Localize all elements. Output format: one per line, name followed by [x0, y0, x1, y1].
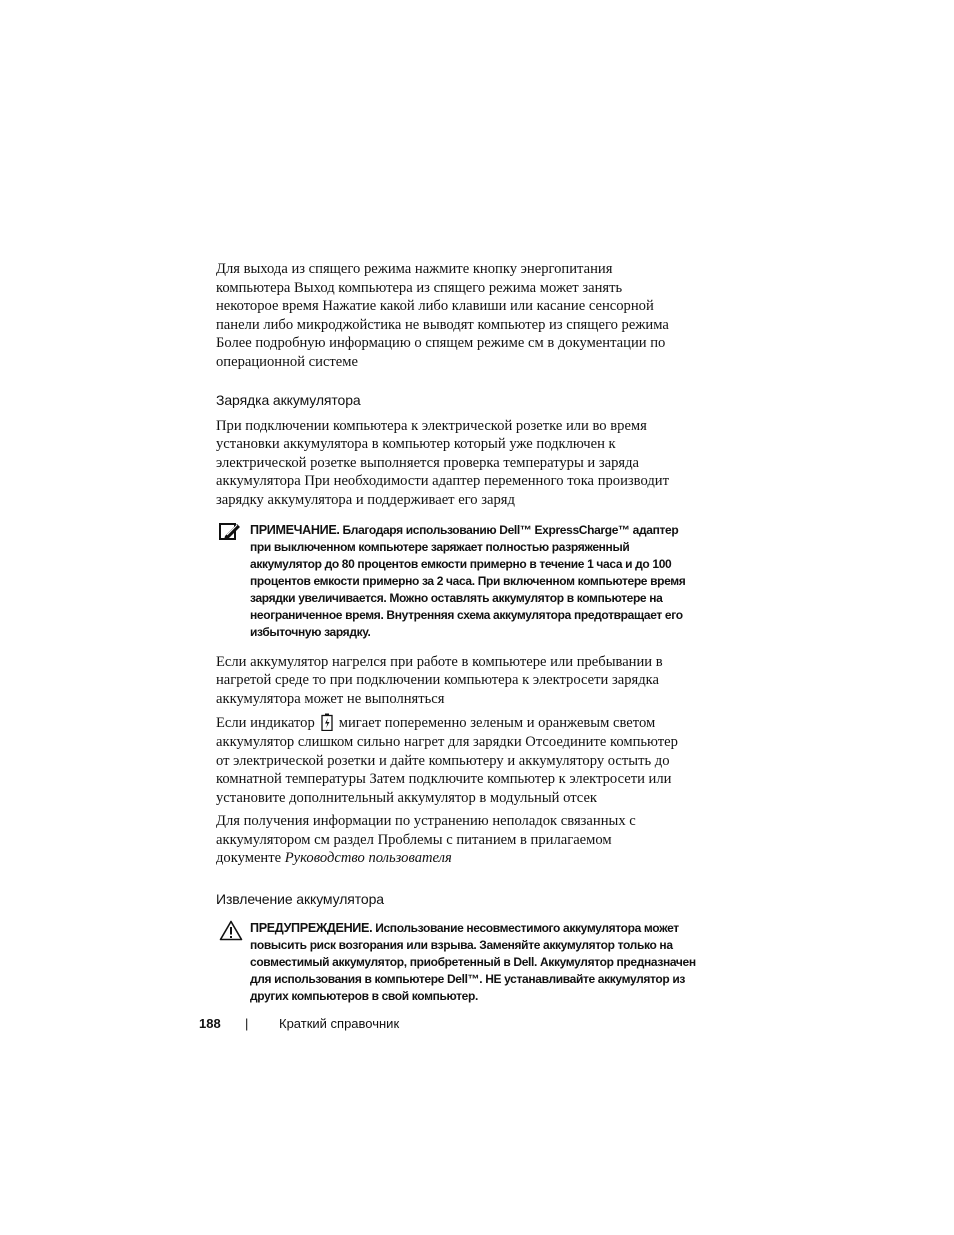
text-line: электрической розетке выполняется проверка температуры и заряда — [216, 454, 640, 471]
footer-separator: | — [245, 1016, 249, 1031]
note-line: неограниченное время. Внутренняя схема аккумулятора предотвращает его — [250, 607, 683, 622]
page-number: 188 — [199, 1016, 221, 1031]
battery-icon — [321, 713, 333, 731]
footer-title: Краткий справочник — [279, 1016, 400, 1031]
text-line: операционной системе — [216, 353, 358, 370]
warning-text: Использование несовместимого аккумулятора может — [372, 921, 679, 936]
text-line: аккумулятора При необходимости адаптер переменного тока производит — [216, 473, 669, 490]
warning-block — [216, 920, 716, 1005]
text-fragment: мигает попеременно зеленым и оранжевым светом — [338, 715, 656, 732]
note-line: зарядки увеличивается. Можно оставлять аккумулятор в компьютере на — [250, 590, 663, 605]
text-line: Для получения информации по устранению неполадок связанных с — [216, 813, 636, 830]
note-line-1 — [250, 522, 716, 539]
charging-paragraph-1 — [216, 417, 716, 510]
warning-line: повысить риск возгорания или взрыва. Заменяйте аккумулятор только на — [250, 938, 673, 953]
text-line: установки аккумулятора в компьютер который уже подключен к — [216, 436, 616, 453]
warning-label: ПРЕДУПРЕЖДЕНИЕ. — [250, 921, 373, 936]
warning-line: для использования в компьютере Dell™. НЕ устанавливайте аккумулятор из — [250, 972, 686, 987]
note-line: аккумулятор до 80 процентов емкости примерно в течение 1 часа и до 100 — [250, 556, 672, 571]
note-line: при выключенном компьютере заряжает полностью разряженный — [250, 539, 630, 554]
page-content — [216, 260, 716, 1017]
text-line: комнатной температуры Затем подключите компьютер к электросети или — [216, 771, 672, 788]
section-heading-removal: Извлечение аккумулятора — [216, 891, 384, 908]
text-line: панели либо микроджойстика не выводят компьютер из спящего режима — [216, 316, 669, 333]
text-line: зарядку аккумулятора и поддерживает его заряд — [216, 491, 515, 508]
section-heading-charging: Зарядка аккумулятора — [216, 391, 361, 408]
text-line: от электрической розетки и дайте компьютеру и аккумулятору остыть до — [216, 752, 670, 769]
note-label: ПРИМЕЧАНИЕ. — [250, 522, 340, 537]
text-line: нагретой среде то при подключении компьютера к электросети зарядка — [216, 672, 659, 689]
text-line: аккумулятора может не выполняться — [216, 690, 445, 707]
text-line: аккумулятор слишком сильно нагрет для зарядки Отсоедините компьютер — [216, 733, 678, 750]
text-line: компьютера Выход компьютера из спящего режима может занять — [216, 279, 623, 296]
charging-paragraph-4 — [216, 812, 716, 868]
warning-line-1 — [250, 920, 716, 937]
text-line — [216, 713, 716, 733]
text-line: Для выхода из спящего режима нажмите кнопку энергопитания — [216, 261, 613, 277]
text-fragment: документе — [216, 850, 285, 867]
note-pencil-icon — [219, 522, 241, 542]
intro-paragraph — [216, 260, 716, 372]
charging-paragraph-2 — [216, 653, 716, 709]
charging-paragraph-3 — [216, 713, 716, 807]
text-line: При подключении компьютера к электрической розетке или во время — [216, 417, 647, 434]
note-block — [216, 522, 716, 641]
warning-triangle-icon — [219, 920, 241, 940]
text-line: Если аккумулятор нагрелся при работе в компьютере или пребывании в — [216, 653, 663, 670]
text-line: некоторое время Нажатие какой либо клавиши или касание сенсорной — [216, 298, 654, 315]
warning-line: других компьютеров в свой компьютер. — [250, 989, 478, 1004]
warning-line: совместимый аккумулятор, приобретенный в Dell. Аккумулятор предназначен — [250, 955, 696, 970]
note-text: Благодаря использованию Dell™ ExpressCharge™ адаптер — [339, 522, 679, 537]
text-fragment: Если индикатор — [216, 715, 315, 732]
note-line: процентов емкости примерно за 2 часа. При включенном компьютере время — [250, 573, 686, 588]
document-reference: Руководство пользователя — [284, 850, 452, 867]
text-line — [216, 849, 716, 868]
text-line: Более подробную информацию о спящем режиме см в документации по — [216, 335, 666, 352]
text-line: аккумулятором см раздел Проблемы с питанием в прилагаемом — [216, 831, 612, 848]
note-line: избыточную зарядку. — [250, 624, 371, 639]
text-line: установите дополнительный аккумулятор в модульный отсек — [216, 789, 598, 806]
